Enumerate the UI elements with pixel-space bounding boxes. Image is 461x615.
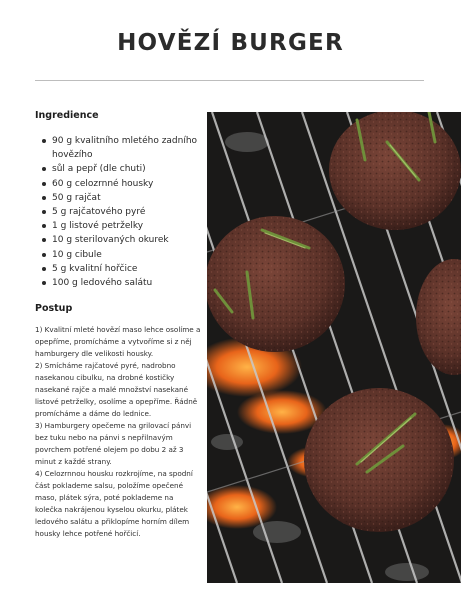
title-divider xyxy=(35,80,424,81)
procedure-step: 1) Kvalitní mleté hovězí maso lehce osolíme a opepříme, promícháme a vytvoříme si z něj hamburgery dle velikosti housky. xyxy=(35,325,201,359)
page-title: HOVĚZÍ BURGER xyxy=(117,30,344,56)
ingredient-item: 1 g listové petrželky xyxy=(35,219,201,233)
beef-patty xyxy=(329,112,461,230)
burger-photo xyxy=(207,112,461,583)
beef-patty xyxy=(304,388,454,532)
grill-illustration xyxy=(207,112,461,583)
ingredient-item: 90 g kvalitního mletého zadního hovězího xyxy=(35,134,201,162)
ingredient-item: 5 g kvalitní hořčice xyxy=(35,262,201,276)
ingredients-list xyxy=(35,134,201,290)
procedure-step: 4) Celozrnnou housku rozkrojíme, na spodní část poklademe salsu, položíme opečené maso, plátek sýra, poté poklademe na kolečka nakrájenou kyselou okurku, plátek ledového salátu a přiklopíme horním dílem housky lehce potřené hořčicí. xyxy=(35,469,193,539)
procedure-steps xyxy=(35,324,201,540)
ingredient-item: 50 g rajčat xyxy=(35,191,201,205)
procedure-step: 3) Hamburgery opečeme na grilovací pánvi bez tuku nebo na pánvi s nepřilnavým povrchem potřené olejem po dobu 2 až 3 minut z každé strany. xyxy=(35,421,192,467)
ingredient-item: 10 g cibule xyxy=(35,248,201,262)
ingredient-item: 100 g ledového salátu xyxy=(35,276,201,290)
ingredient-item: sůl a pepř (dle chuti) xyxy=(35,162,201,176)
procedure-step: 2) Smícháme rajčatové pyré, nadrobno nasekanou cibulku, na drobné kostičky nasekané rajče a malé množství nasekané listové petrželky, osolíme a opepříme. Řádně promícháme a dáme do lednice. xyxy=(35,361,198,419)
ingredient-item: 10 g sterilovaných okurek xyxy=(35,233,201,247)
ingredient-item: 5 g rajčatového pyré xyxy=(35,205,201,219)
procedure-heading: Postup xyxy=(35,303,73,315)
ingredient-item: 60 g celozrnné housky xyxy=(35,177,201,191)
ingredients-heading: Ingredience xyxy=(35,110,99,121)
recipe-text-column xyxy=(35,110,201,540)
